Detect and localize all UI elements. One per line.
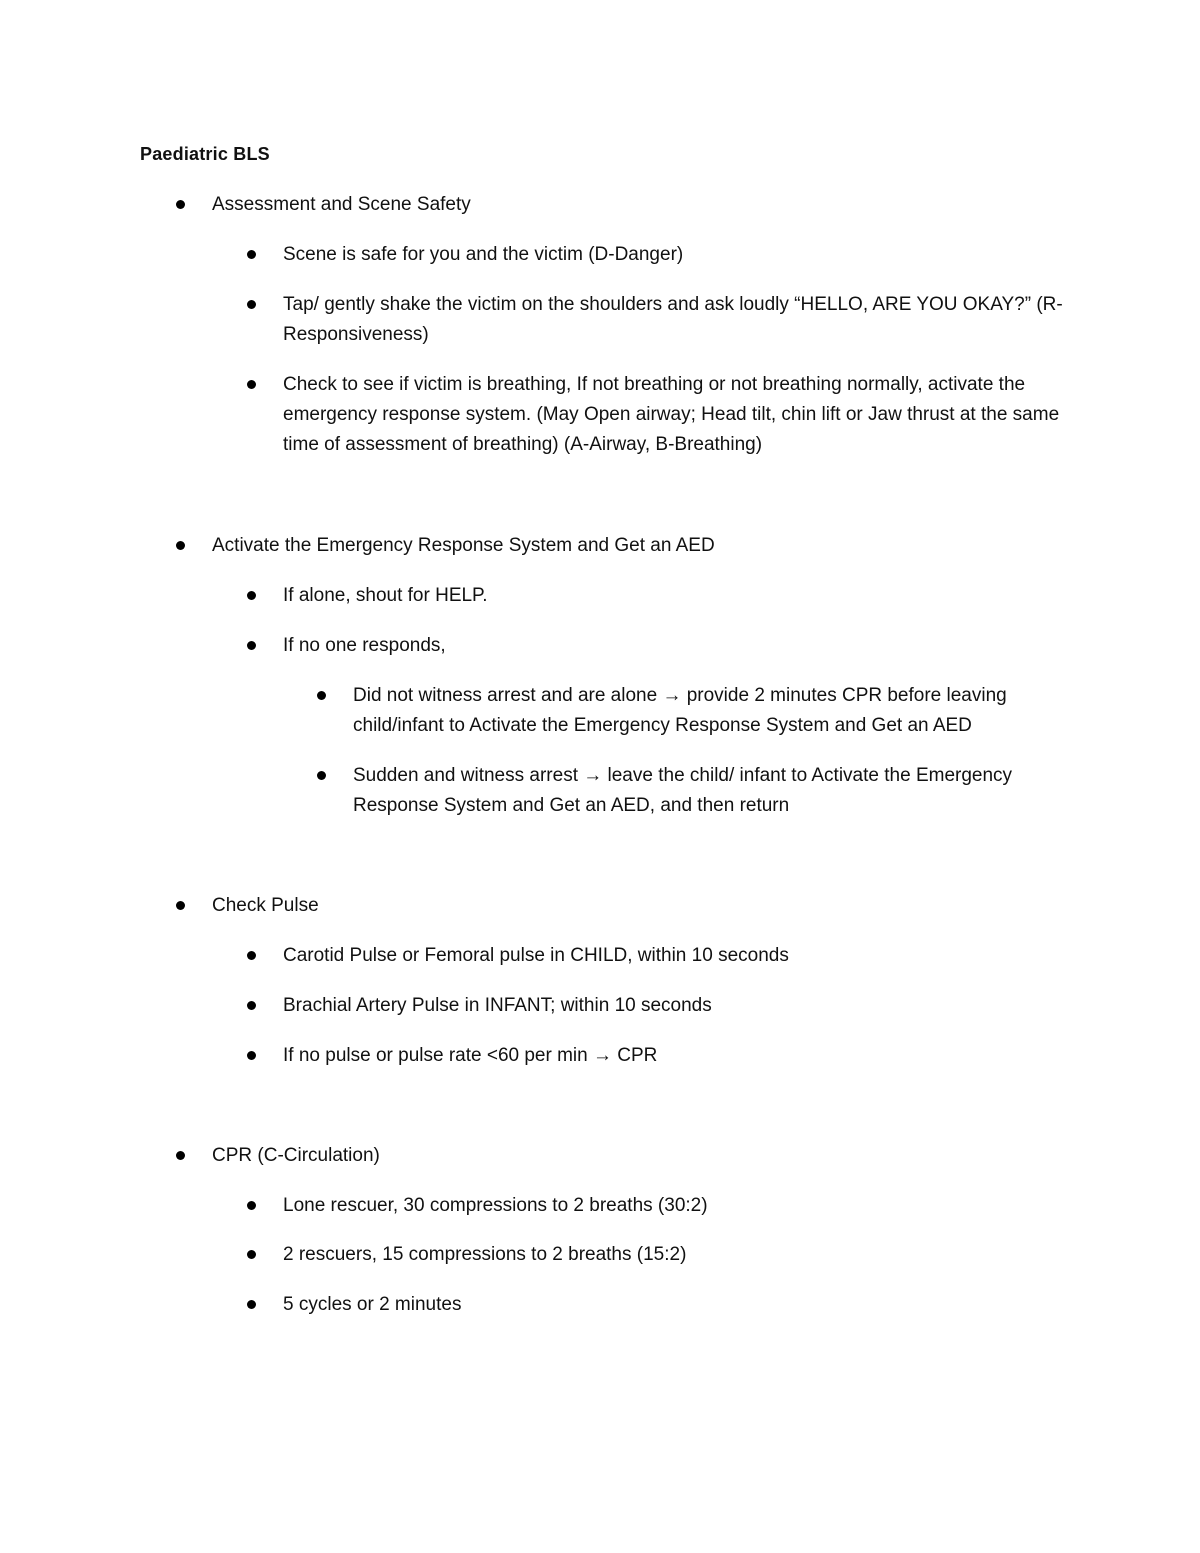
section-heading-text: Assessment and Scene Safety (212, 194, 471, 215)
section-heading-activate-ers (212, 531, 1112, 561)
sub-list-item-text: Did not witness arrest and are alone → provide 2 minutes CPR before leaving child/infant to Activate the Emergency Response System and Get an AED (353, 685, 1007, 736)
bullet-icon (176, 541, 185, 550)
list-item (283, 1041, 1063, 1071)
bullet-icon (247, 380, 256, 389)
list-item-text: Tap/ gently shake the victim on the shoulders and ask loudly “HELLO, ARE YOU OKAY?” (R-Responsiveness) (283, 294, 1063, 345)
list-item (283, 240, 1063, 270)
bullet-icon (247, 951, 256, 960)
bullet-icon (247, 641, 256, 650)
bullet-icon (247, 1250, 256, 1259)
section-heading-check-pulse (212, 891, 1112, 921)
list-item-text: 5 cycles or 2 minutes (283, 1294, 462, 1315)
document-title: Paediatric BLS (140, 144, 270, 164)
bullet-icon (247, 1300, 256, 1309)
list-item (283, 370, 1063, 460)
section-heading-cpr (212, 1141, 1112, 1171)
bullet-icon (247, 250, 256, 259)
bullet-icon (247, 591, 256, 600)
sub-list-item (353, 681, 1063, 741)
bullet-icon (317, 691, 326, 700)
bullet-icon (176, 1151, 185, 1160)
bullet-icon (247, 1201, 256, 1210)
list-item (283, 1290, 1063, 1320)
bullet-icon (176, 200, 185, 209)
list-item-text: Brachial Artery Pulse in INFANT; within 10 seconds (283, 995, 712, 1016)
sub-list-item (353, 761, 1063, 821)
list-item-text: 2 rescuers, 15 compressions to 2 breaths (15:2) (283, 1244, 687, 1265)
list-item-text: If alone, shout for HELP. (283, 585, 488, 606)
list-item (283, 1240, 1063, 1270)
list-item (283, 991, 1063, 1021)
list-item (283, 290, 1063, 350)
list-item (283, 941, 1063, 971)
bullet-icon (247, 1051, 256, 1060)
list-item-text: If no one responds, (283, 635, 446, 656)
section-heading-text: Check Pulse (212, 895, 319, 916)
list-item (283, 1191, 1063, 1221)
list-item-text: If no pulse or pulse rate <60 per min → CPR (283, 1045, 658, 1066)
bullet-icon (176, 901, 185, 910)
section-heading-text: CPR (C-Circulation) (212, 1145, 380, 1166)
section-heading-text: Activate the Emergency Response System and Get an AED (212, 535, 715, 556)
list-item-text: Carotid Pulse or Femoral pulse in CHILD, within 10 seconds (283, 945, 789, 966)
sub-list-item-text: Sudden and witness arrest → leave the child/ infant to Activate the Emergency Response System and Get an AED, and then return (353, 765, 1013, 816)
list-item (283, 631, 1063, 661)
list-item (283, 581, 1063, 611)
bullet-icon (247, 300, 256, 309)
list-item-text: Lone rescuer, 30 compressions to 2 breaths (30:2) (283, 1195, 708, 1216)
bullet-icon (247, 1001, 256, 1010)
section-heading-assessment (212, 190, 1112, 220)
list-item-text: Check to see if victim is breathing, If not breathing or not breathing normally, activate the emergency response system. (May Open airway; Head tilt, chin lift or Jaw thrust at the same time of assessment of breathing) (A-Airway, B-Breathing) (283, 374, 1060, 455)
list-item-text: Scene is safe for you and the victim (D-Danger) (283, 244, 684, 265)
bullet-icon (317, 771, 326, 780)
